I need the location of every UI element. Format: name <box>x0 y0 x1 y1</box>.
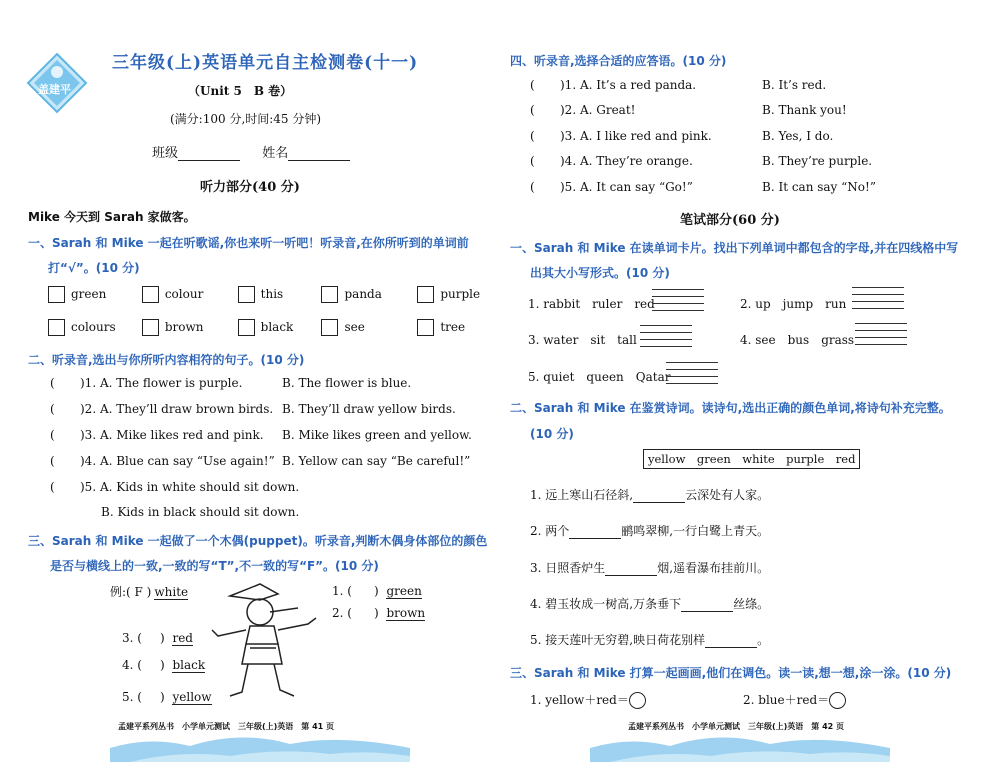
sec3-heading-line1: 三、Sarah 和 Mike 一起做了一个木偶(puppet)。听录音,判断木偶身体部位的颜色 <box>28 534 488 548</box>
word-label: see <box>344 320 365 334</box>
checkbox[interactable] <box>48 286 65 303</box>
blank-field[interactable] <box>605 575 657 576</box>
sec2-item: ( )4. A. Blue can say “Use again!” <box>50 454 275 468</box>
part-word: brown <box>386 606 426 620</box>
option-a: )4. A. They’re orange. <box>560 154 693 168</box>
sec4-item: ( )1. A. It’s a red panda. <box>530 78 697 92</box>
poem-2: 2. 两个 鹂鸣翠柳,一行白鹭上青天。 <box>530 524 770 538</box>
part-word: green <box>386 584 422 598</box>
part-word: black <box>172 658 206 672</box>
sec3-item-3: 3. ( ) red <box>122 631 193 645</box>
word-label: brown <box>164 320 204 334</box>
four-line-grid[interactable] <box>855 323 907 346</box>
score-time: (满分:100 分,时间:45 分钟) <box>170 112 322 126</box>
four-line-grid[interactable] <box>666 362 718 385</box>
poem-1: 1. 远上寒山石径斜, 云深处有人家。 <box>530 488 770 502</box>
sec3-example <box>110 583 188 600</box>
sec2-option-b: B. Mike likes green and yellow. <box>282 428 472 442</box>
class-field[interactable] <box>178 160 240 161</box>
checkbox[interactable] <box>48 319 65 336</box>
sec4-item: ( )3. A. I like red and pink. <box>530 129 712 143</box>
word-label: tree <box>440 320 466 334</box>
four-line-grid[interactable] <box>640 325 692 348</box>
example-word: white <box>154 585 189 599</box>
part-word: red <box>172 631 193 645</box>
sec4-option-b: B. They’re purple. <box>762 154 873 168</box>
written-header: 笔试部分(60 分) <box>680 213 780 228</box>
option-a: )3. A. I like red and pink. <box>560 129 712 143</box>
name-label: 姓名 <box>262 146 289 161</box>
four-line-grid[interactable] <box>652 289 704 312</box>
class-name-row <box>152 142 350 161</box>
logo-text: 盖建平 <box>38 83 71 96</box>
puppet-illustration <box>190 578 335 708</box>
sec4-option-b: B. Thank you! <box>762 103 847 117</box>
sec5-item-1: 1. rabbit ruler red <box>528 297 655 311</box>
blank-field[interactable] <box>705 647 757 648</box>
sec4-item: ( )2. A. Great! <box>530 103 636 117</box>
sec5-item-2: 2. up jump run <box>740 297 847 311</box>
word-label: black <box>260 320 294 334</box>
page-title: 三年级(上)英语单元自主检测卷(十一) <box>112 53 419 73</box>
sec2-option-b: B. Kids in black should sit down. <box>101 505 300 519</box>
checkbox[interactable] <box>417 286 434 303</box>
sec5-item-4: 4. see bus grass <box>740 333 855 347</box>
poem-5: 5. 接天莲叶无穷碧,映日荷花别样 。 <box>530 633 770 647</box>
word-label: this <box>260 287 284 301</box>
word-bank: yellow green white purple red <box>643 449 860 469</box>
name-field[interactable] <box>288 160 350 161</box>
sec3-item-4: 4. ( ) black <box>122 658 206 672</box>
unit-subtitle: （Unit 5 B 卷） <box>188 84 293 98</box>
sec5-heading-line2: 出其大小写形式。(10 分) <box>530 266 670 280</box>
sec7-item-2: 2. blue＋red＝ <box>743 691 846 709</box>
sec2-option-b: B. They’ll draw yellow birds. <box>282 402 456 416</box>
checkbox-row-2 <box>48 319 465 336</box>
checkbox[interactable] <box>142 319 159 336</box>
color-circle[interactable] <box>629 692 646 709</box>
sec4-option-b: B. Yes, I do. <box>762 129 834 143</box>
option-a: )5. A. Kids in white should sit down. <box>80 480 300 494</box>
page-footer: 孟建平系列丛书 小学单元测试 三年级(上)英语 第 42 页 <box>628 722 845 731</box>
sec5-item-3: 3. water sit tall <box>528 333 637 347</box>
color-circle[interactable] <box>829 692 846 709</box>
checkbox[interactable] <box>142 286 159 303</box>
sec2-item: ( )3. A. Mike likes red and pink. <box>50 428 264 442</box>
sec7-item-1: 1. yellow＋red＝ <box>530 691 646 709</box>
word-label: green <box>71 287 107 301</box>
sec2-heading: 二、听录音,选出与你所听内容相符的句子。(10 分) <box>28 353 305 367</box>
checkbox[interactable] <box>321 319 338 336</box>
word-label: panda <box>344 287 382 301</box>
blank-field[interactable] <box>569 538 621 539</box>
option-a: )1. A. It’s a red panda. <box>560 78 697 92</box>
sec3-heading-line2: 是否与横线上的一致,一致的写“T”,不一致的写“F”。(10 分) <box>50 559 379 573</box>
sec1-heading-line2: 打“√”。(10 分) <box>48 261 140 275</box>
checkbox[interactable] <box>321 286 338 303</box>
sec5-heading-line1: 一、Sarah 和 Mike 在读单词卡片。找出下列单词中都包含的字母,并在四线格中写 <box>510 241 959 255</box>
sec2-item: ( )1. A. The flower is purple. <box>50 376 243 390</box>
sec4-option-b: B. It’s red. <box>762 78 827 92</box>
checkbox[interactable] <box>238 319 255 336</box>
option-a: )4. A. Blue can say “Use again!” <box>80 454 275 468</box>
sec4-option-b: B. It can say “No!” <box>762 180 876 194</box>
sec4-item: ( )5. A. It can say “Go!” <box>530 180 693 194</box>
checkbox-row-1 <box>48 286 480 303</box>
example-answer: 例:( F ) <box>110 585 152 599</box>
poem-3: 3. 日照香炉生 烟,遥看瀑布挂前川。 <box>530 561 770 575</box>
part-word: yellow <box>172 690 212 704</box>
option-a: )3. A. Mike likes red and pink. <box>80 428 264 442</box>
sec7-heading: 三、Sarah 和 Mike 打算一起画画,他们在调色。读一读,想一想,涂一涂。(10 分) <box>510 666 952 680</box>
four-line-grid[interactable] <box>852 287 904 310</box>
sec2-item: ( )5. A. Kids in white should sit down. <box>50 480 300 494</box>
word-label: colours <box>71 320 116 334</box>
option-a: )5. A. It can say “Go!” <box>560 180 693 194</box>
listening-header: 听力部分(40 分) <box>200 180 300 195</box>
publisher-logo <box>26 52 88 114</box>
option-a: )2. A. They’ll draw brown birds. <box>80 402 274 416</box>
sec3-item-1: 1. ( ) green <box>332 584 422 598</box>
class-label: 班级 <box>152 146 179 161</box>
page-footer: 孟建平系列丛书 小学单元测试 三年级(上)英语 第 41 页 <box>118 722 335 731</box>
sec2-item: ( )2. A. They’ll draw brown birds. <box>50 402 274 416</box>
sec4-heading: 四、听录音,选择合适的应答语。(10 分) <box>510 54 727 68</box>
blank-field[interactable] <box>633 502 685 503</box>
sec6-heading-line2: (10 分) <box>530 427 574 441</box>
checkbox[interactable] <box>238 286 255 303</box>
sec3-item-5: 5. ( ) yellow <box>122 690 212 704</box>
word-label: colour <box>164 287 204 301</box>
blank-field[interactable] <box>681 611 733 612</box>
option-a: )2. A. Great! <box>560 103 636 117</box>
checkbox[interactable] <box>417 319 434 336</box>
sec6-heading-line1: 二、Sarah 和 Mike 在鉴赏诗词。读诗句,选出正确的颜色单词,将诗句补充完整。 <box>510 401 951 415</box>
sec3-item-2: 2. ( ) brown <box>332 606 426 620</box>
sec2-option-b: B. The flower is blue. <box>282 376 412 390</box>
intro-text: Mike 今天到 Sarah 家做客。 <box>28 210 196 224</box>
sec5-item-5: 5. quiet queen Qatar <box>528 370 671 384</box>
poem-4: 4. 碧玉妆成一树高,万条垂下 丝绦。 <box>530 597 770 611</box>
option-a: )1. A. The flower is purple. <box>80 376 243 390</box>
left-page <box>0 0 500 762</box>
sec4-item: ( )4. A. They’re orange. <box>530 154 693 168</box>
sec1-heading-line1: 一、Sarah 和 Mike 一起在听歌谣,你也来听一听吧！听录音,在你所听到的单词前 <box>28 236 469 250</box>
right-page <box>500 0 1000 762</box>
word-label: purple <box>440 287 481 301</box>
sec2-option-b: B. Yellow can say “Be careful!” <box>282 454 471 468</box>
